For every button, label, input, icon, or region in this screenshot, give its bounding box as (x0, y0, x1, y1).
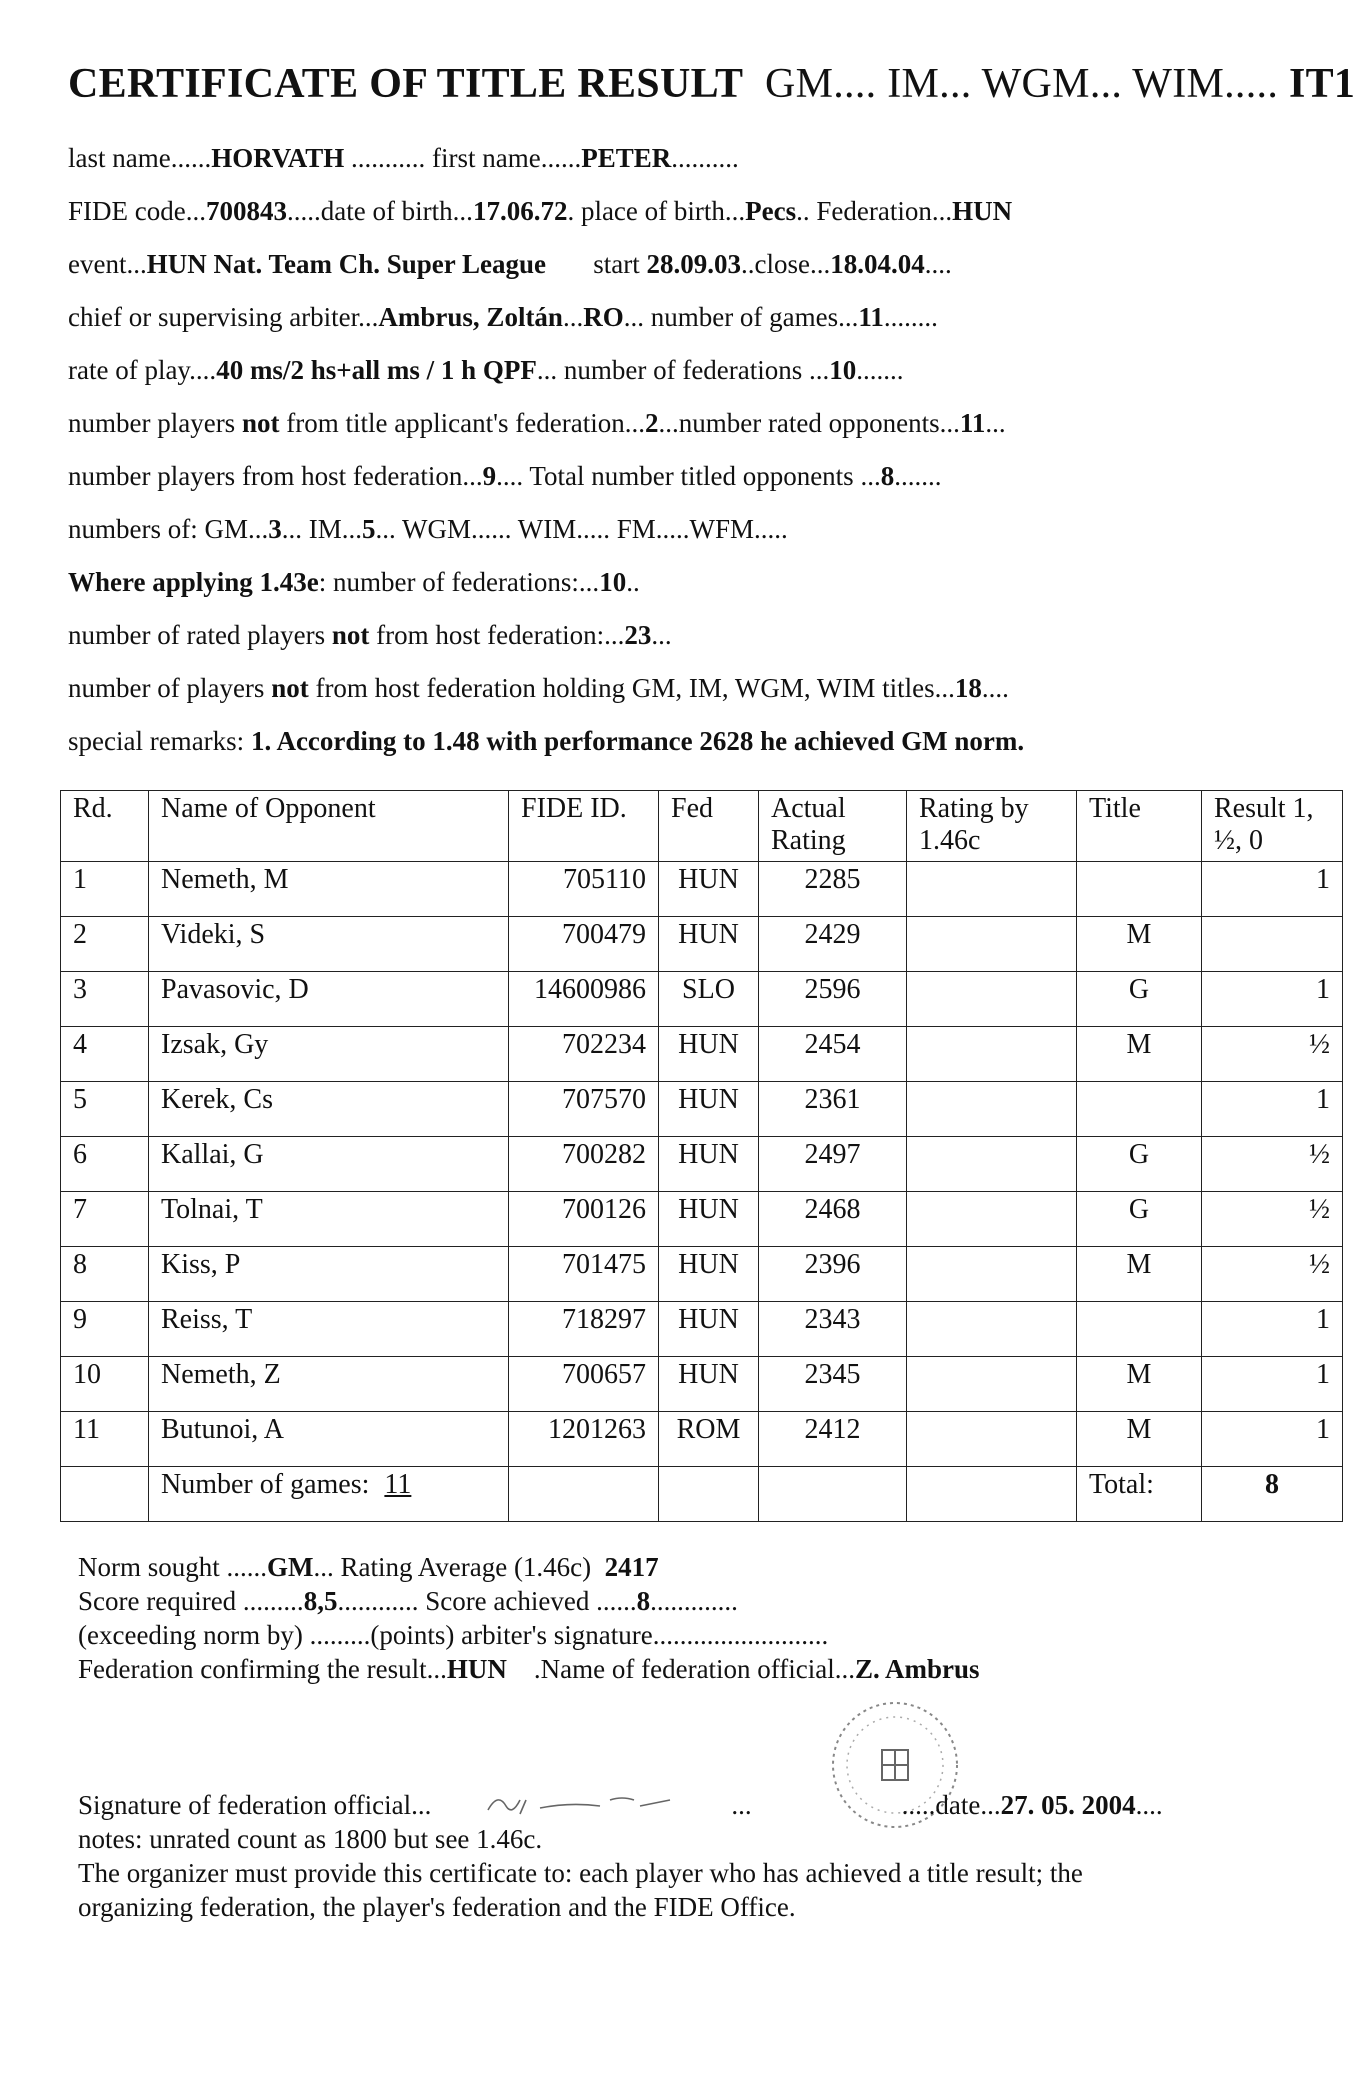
row-result: 1 (1202, 1082, 1343, 1137)
row-actual-rating: 2396 (759, 1247, 907, 1302)
row-title (1077, 1302, 1202, 1357)
row-actual-rating: 2412 (759, 1412, 907, 1467)
row-result: 1 (1202, 972, 1343, 1027)
titled-value: 8 (880, 461, 895, 491)
avg-value: 2417 (604, 1552, 659, 1582)
numbers-line (68, 514, 1308, 545)
sig-label: Signature of federation official... (78, 1790, 432, 1820)
rated-nh-trail: ... (651, 620, 672, 650)
row-fed: HUN (659, 1137, 759, 1192)
dob-label: .....date of birth... (286, 196, 473, 226)
arbiter-title: RO (583, 302, 624, 332)
row-title: M (1077, 917, 1202, 972)
row-title (1077, 1082, 1202, 1137)
row-fide-id: 705110 (509, 862, 659, 917)
row-name: Butunoi, A (149, 1412, 509, 1467)
row-result: 1 (1202, 862, 1343, 917)
header-title: Title (1077, 791, 1202, 862)
start-value: 28.09.03 (646, 249, 742, 279)
row-rating-146c (907, 972, 1077, 1027)
row-name: Kiss, P (149, 1247, 509, 1302)
row-fed: HUN (659, 1302, 759, 1357)
rated-non-host-line (68, 620, 1308, 651)
row-result: ½ (1202, 1027, 1343, 1082)
row-rd: 9 (61, 1302, 149, 1357)
row-title: G (1077, 1192, 1202, 1247)
federation-value: HUN (952, 196, 1013, 226)
signature-line (78, 1790, 1328, 1821)
row-fed: ROM (659, 1412, 759, 1467)
header-result: Result 1, ½, 0 (1202, 791, 1343, 862)
arbiter-line (68, 302, 1308, 333)
arbiter-value: Ambrus, Zoltán (378, 302, 563, 332)
header-fide: FIDE ID. (509, 791, 659, 862)
row-fide-id: 700282 (509, 1137, 659, 1192)
applying-line (68, 567, 1308, 598)
row-rating-146c (907, 1302, 1077, 1357)
title-code: IT1 (1288, 61, 1355, 107)
np-label-a: number players (68, 408, 242, 438)
first-name-value: PETER (581, 143, 672, 173)
event-label: event... (68, 249, 147, 279)
row-result: 1 (1202, 1412, 1343, 1467)
row-fed: HUN (659, 1192, 759, 1247)
table-row (61, 1192, 1343, 1247)
confirm-label: Federation confirming the result... (78, 1654, 447, 1684)
row-rd: 7 (61, 1192, 149, 1247)
row-name: Pavasovic, D (149, 972, 509, 1027)
dob-value: 17.06.72 (472, 196, 568, 226)
gm-count: 3 (268, 514, 282, 544)
games-table (60, 790, 1343, 1522)
birthplace-value: Pecs (745, 196, 797, 226)
np-not: not (241, 408, 280, 438)
row-fed: SLO (659, 972, 759, 1027)
row-title: M (1077, 1027, 1202, 1082)
feds-label: ... number of federations ... (536, 355, 830, 385)
row-fide-id: 701475 (509, 1247, 659, 1302)
row-result: ½ (1202, 1137, 1343, 1192)
row-title: G (1077, 1137, 1202, 1192)
row-rating-146c (907, 1082, 1077, 1137)
date-value: 27. 05. 2004 (1000, 1790, 1136, 1820)
row-rating-146c (907, 917, 1077, 972)
applying-feds: 10 (599, 567, 627, 597)
organizer-line-2: organizing federation, the player's federation and the FIDE Office. (78, 1892, 796, 1922)
table-row (61, 1082, 1343, 1137)
row-fide-id: 700126 (509, 1192, 659, 1247)
rated-opp-trail: ... (985, 408, 1006, 438)
last-name-label: last name...... (68, 143, 212, 173)
row-fed: HUN (659, 1357, 759, 1412)
remarks-label: special remarks: (68, 726, 251, 756)
table-row (61, 862, 1343, 917)
row-actual-rating: 2497 (759, 1137, 907, 1192)
rate-value: 40 ms/2 hs+all ms / 1 h QPF (216, 355, 537, 385)
title-options: GM.... IM... WGM... WIM..... (764, 61, 1279, 107)
rated-nh-value: 23 (624, 620, 652, 650)
rate-label: rate of play.... (68, 355, 217, 385)
header-name: Name of Opponent (149, 791, 509, 862)
row-title (1077, 862, 1202, 917)
row-title: M (1077, 1247, 1202, 1302)
footer-total-value: 8 (1265, 1469, 1279, 1500)
row-name: Tolnai, T (149, 1192, 509, 1247)
row-fed: HUN (659, 1082, 759, 1137)
applying-label: Where applying 1.43e (68, 567, 319, 597)
titled-non-host-line (68, 673, 1308, 704)
table-row (61, 1247, 1343, 1302)
row-actual-rating: 2454 (759, 1027, 907, 1082)
certificate-title (68, 60, 1355, 108)
titled-nh-value: 18 (954, 673, 982, 703)
official-value: Z. Ambrus (855, 1654, 980, 1684)
row-rd: 4 (61, 1027, 149, 1082)
close-label: ..close... (741, 249, 831, 279)
titled-nh-trail: .... (981, 673, 1009, 703)
row-fed: HUN (659, 1247, 759, 1302)
score-line (78, 1586, 1328, 1617)
norm-label: Norm sought ...... (78, 1552, 267, 1582)
titled-nh-not: not (271, 673, 309, 703)
row-name: Kallai, G (149, 1137, 509, 1192)
rated-nh-label-b: from host federation:... (369, 620, 625, 650)
row-rd: 8 (61, 1247, 149, 1302)
score-ach-value: 8 (636, 1586, 651, 1616)
feds-value: 10 (829, 355, 857, 385)
row-fed: HUN (659, 862, 759, 917)
players-line (68, 408, 1308, 439)
titled-nh-label-b: from host federation holding GM, IM, WGM, WIM titles... (308, 673, 955, 703)
table-row (61, 1357, 1343, 1412)
table-row (61, 1302, 1343, 1357)
arbiter-label: chief or supervising arbiter... (68, 302, 379, 332)
applying-rest: : number of federations:... (318, 567, 600, 597)
row-fide-id: 1201263 (509, 1412, 659, 1467)
close-trail: .... (924, 249, 952, 279)
confirm-line (78, 1654, 1328, 1685)
rated-opp-label: ...number rated opponents... (658, 408, 960, 438)
row-fide-id: 700479 (509, 917, 659, 972)
row-rd: 5 (61, 1082, 149, 1137)
row-name: Reiss, T (149, 1302, 509, 1357)
titled-trail: ....... (894, 461, 942, 491)
row-result (1202, 917, 1343, 972)
footer-games-value: 11 (384, 1469, 412, 1500)
feds-trail: ....... (856, 355, 904, 385)
close-value: 18.04.04 (830, 249, 925, 279)
last-name-value: HORVATH (211, 143, 345, 173)
games-label: ... number of games... (623, 302, 859, 332)
organizer-line-1: The organizer must provide this certificate to: each player who has achieved a title result; the (78, 1858, 1083, 1888)
first-name-label: ........... first name...... (351, 143, 582, 173)
header-fed: Fed (659, 791, 759, 862)
row-fide-id: 707570 (509, 1082, 659, 1137)
rated-nh-label-a: number of rated players (68, 620, 332, 650)
table-row (61, 1027, 1343, 1082)
row-result: 1 (1202, 1302, 1343, 1357)
row-fide-id: 718297 (509, 1302, 659, 1357)
row-rating-146c (907, 1137, 1077, 1192)
header-rd: Rd. (61, 791, 149, 862)
games-trail: ........ (883, 302, 938, 332)
im-label: ... IM... (281, 514, 362, 544)
confirm-value: HUN (446, 1654, 507, 1684)
row-actual-rating: 2429 (759, 917, 907, 972)
row-actual-rating: 2345 (759, 1357, 907, 1412)
footer-games-label: Number of games: (161, 1469, 377, 1500)
date-trail: .... (1135, 1790, 1163, 1820)
score-req-value: 8,5 (303, 1586, 338, 1616)
row-fed: HUN (659, 1027, 759, 1082)
row-rd: 10 (61, 1357, 149, 1412)
fide-code-label: FIDE code... (68, 196, 206, 226)
row-rating-146c (907, 1192, 1077, 1247)
row-name: Izsak, Gy (149, 1027, 509, 1082)
footer-total-label: Total: (1077, 1467, 1202, 1522)
row-fide-id: 14600986 (509, 972, 659, 1027)
arbiter-sep: ... (562, 302, 584, 332)
row-result: ½ (1202, 1192, 1343, 1247)
first-name-trail: .......... (671, 143, 739, 173)
score-ach-trail: ............. (650, 1586, 738, 1616)
row-fed: HUN (659, 917, 759, 972)
birthplace-label: . place of birth... (567, 196, 746, 226)
header-actual-rating: Actual Rating (759, 791, 907, 862)
table-row (61, 917, 1343, 972)
table-footer-row (61, 1467, 1343, 1522)
remarks-value: 1. According to 1.48 with performance 2628 he achieved GM norm. (250, 726, 1025, 756)
numbers-rest: ... WGM...... WIM..... FM.....WFM..... (375, 514, 788, 544)
row-name: Kerek, Cs (149, 1082, 509, 1137)
np-label-b: from title applicant's federation... (279, 408, 645, 438)
federation-label: .. Federation... (796, 196, 953, 226)
norm-value: GM (267, 1552, 314, 1582)
row-name: Videki, S (149, 917, 509, 972)
row-rating-146c (907, 862, 1077, 917)
name-line (68, 143, 1308, 174)
row-rd: 3 (61, 972, 149, 1027)
row-title: M (1077, 1412, 1202, 1467)
table-row (61, 972, 1343, 1027)
row-rd: 11 (61, 1412, 149, 1467)
header-rating-146c: Rating by 1.46c (907, 791, 1077, 862)
rate-line (68, 355, 1308, 386)
im-count: 5 (361, 514, 376, 544)
np-value: 2 (644, 408, 659, 438)
rated-opp-value: 11 (959, 408, 986, 438)
score-req-label: Score required ......... (78, 1586, 304, 1616)
rated-nh-not: not (331, 620, 370, 650)
table-header-row (61, 791, 1343, 862)
row-result: 1 (1202, 1357, 1343, 1412)
row-rating-146c (907, 1357, 1077, 1412)
row-name: Nemeth, Z (149, 1357, 509, 1412)
notes-line: notes: unrated count as 1800 but see 1.46c. (78, 1824, 543, 1854)
row-rating-146c (907, 1027, 1077, 1082)
applying-trail: .. (626, 567, 640, 597)
norm-line (78, 1552, 1328, 1583)
row-rd: 2 (61, 917, 149, 972)
row-actual-rating: 2285 (759, 862, 907, 917)
row-rating-146c (907, 1247, 1077, 1302)
fide-code-value: 700843 (205, 196, 287, 226)
host-line (68, 461, 1308, 492)
titled-nh-label-a: number of players (68, 673, 272, 703)
event-line (68, 249, 1308, 280)
host-label: number players from host federation... (68, 461, 483, 491)
row-name: Nemeth, M (149, 862, 509, 917)
row-result: ½ (1202, 1247, 1343, 1302)
row-title: G (1077, 972, 1202, 1027)
row-fide-id: 700657 (509, 1357, 659, 1412)
row-rating-146c (907, 1412, 1077, 1467)
remarks-line (68, 726, 1308, 757)
title-prefix: CERTIFICATE OF TITLE RESULT (68, 61, 744, 107)
row-actual-rating: 2596 (759, 972, 907, 1027)
event-value: HUN Nat. Team Ch. Super League (146, 249, 547, 279)
official-label: .Name of federation official... (533, 1654, 856, 1684)
row-rd: 1 (61, 862, 149, 917)
row-actual-rating: 2343 (759, 1302, 907, 1357)
date-label: .....date... (901, 1790, 1001, 1820)
avg-label: ... Rating Average (1.46c) (313, 1552, 592, 1582)
sig-mid: ... (731, 1790, 752, 1820)
games-value: 11 (858, 302, 884, 332)
table-row (61, 1412, 1343, 1467)
row-title: M (1077, 1357, 1202, 1412)
titled-label: .... Total number titled opponents ... (496, 461, 881, 491)
host-value: 9 (482, 461, 497, 491)
row-actual-rating: 2468 (759, 1192, 907, 1247)
start-label: start (593, 249, 640, 279)
row-actual-rating: 2361 (759, 1082, 907, 1137)
table-row (61, 1137, 1343, 1192)
fide-line (68, 196, 1308, 227)
numbers-label: numbers of: GM... (68, 514, 269, 544)
row-rd: 6 (61, 1137, 149, 1192)
score-ach-label: ............ Score achieved ...... (337, 1586, 637, 1616)
exceeding-line: (exceeding norm by) .........(points) arbiter's signature.......................... (78, 1620, 829, 1650)
row-fide-id: 702234 (509, 1027, 659, 1082)
